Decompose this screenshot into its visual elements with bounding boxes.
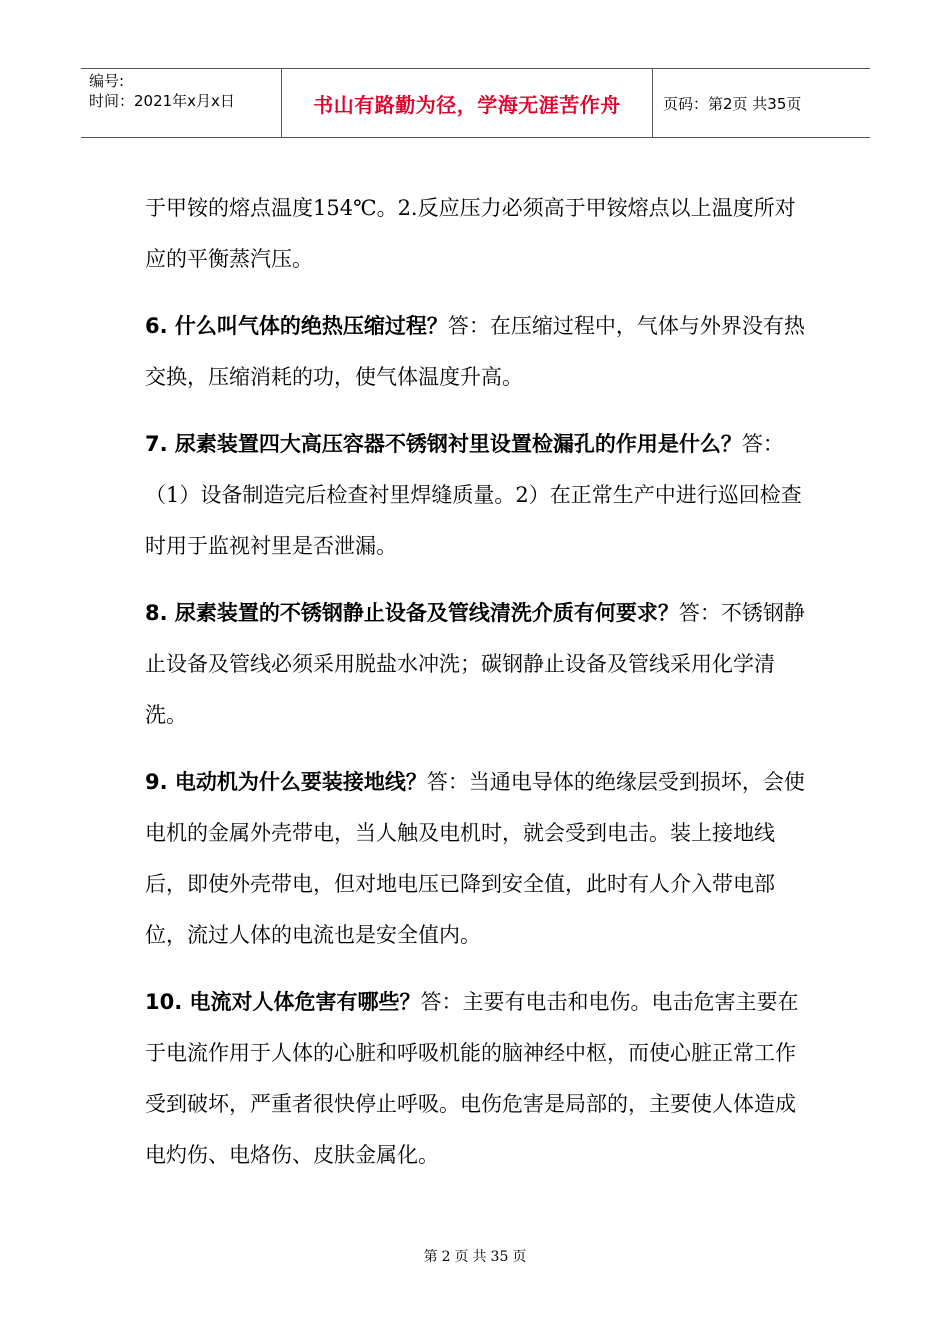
header-page-info: 页码：第2页 共35页 [663,94,802,113]
page-header [81,68,870,138]
answer-text: 于甲铵的熔点温度154℃。2.反应压力必须高于甲铵熔点以上温度所对应的平衡蒸汽压。 [145,196,796,271]
total-pages-number: 35 [490,1249,509,1265]
current-page-number: 2 [441,1249,451,1265]
page-footer: 第 2 页 共 35 页 [423,1249,527,1265]
question-text: 6. 什么叫气体的绝热压缩过程？ [145,314,448,338]
answer-text: 答：在压缩过程中，气体与外界没有热交换，压缩消耗的功，使气体温度升高。 [145,314,805,389]
answer-text: 答：（1）设备制造完后检查衬里焊缝质量。2）在正常生产中进行巡回检查时用于监视衬里是否泄漏。 [145,432,802,558]
time-label: 时间：2021年x月x日 [89,92,235,110]
question-text: 7. 尿素装置四大高压容器不锈钢衬里设置检漏孔的作用是什么？ [145,432,742,456]
question-text: 8. 尿素装置的不锈钢静止设备及管线清洗介质有何要求？ [145,601,679,625]
answer-text: 答：不锈钢静止设备及管线必须采用脱盐水冲洗；碳钢静止设备及管线采用化学清洗。 [145,601,805,727]
qa-item-7 [145,419,810,572]
question-text: 9. 电动机为什么要装接地线？ [145,770,427,794]
header-motto-cell [282,69,653,137]
question-text: 10. 电流对人体危害有哪些？ [145,990,421,1014]
qa-item-8 [145,588,810,741]
document-body [145,183,810,1181]
answer-text: 答：主要有电击和电伤。电击危害主要在于电流作用于人体的心脏和呼吸机能的脑神经中枢，而使心脏正常工作受到破坏，严重者很快停止呼吸。电伤危害是局部的，主要使人体造成电灼伤、电烙伤、皮肤金属化。 [145,990,799,1167]
header-meta [81,69,282,137]
answer-text: 答：当通电导体的绝缘层受到损坏，会使电机的金属外壳带电，当人触及电机时，就会受到电击。装上接地线后，即使外壳带电，但对地电压已降到安全值，此时有人介入带电部位，流过人体的电流也是安全值内。 [145,770,805,947]
qa-item-9 [145,757,810,961]
qa-item-10 [145,977,810,1181]
paragraph-continuation [145,183,810,285]
serial-label: 编号: [89,72,125,90]
qa-item-6 [145,301,810,403]
motto: 书山有路勤为径，学海无涯苦作舟 [313,92,621,117]
